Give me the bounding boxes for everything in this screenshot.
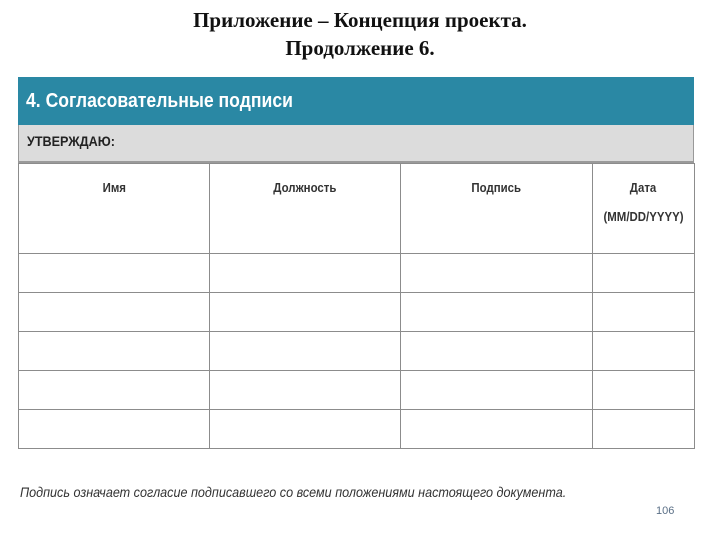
column-label: Подпись [471, 180, 522, 195]
column-header-date [593, 164, 695, 254]
cell-date[interactable] [593, 293, 695, 332]
column-header-name [19, 164, 210, 254]
table-row [19, 293, 695, 332]
cell-name[interactable] [19, 371, 210, 410]
table-header-row [19, 164, 695, 254]
table-row [19, 332, 695, 371]
cell-name[interactable] [19, 293, 210, 332]
cell-name[interactable] [19, 332, 210, 371]
cell-signature[interactable] [401, 332, 593, 371]
section-title: 4. Согласовательные подписи [26, 90, 293, 112]
footnote: Подпись означает согласие подписавшего со всеми положениями настоящего документа. [20, 484, 567, 500]
page-number: 106 [656, 505, 675, 517]
column-label: Имя [102, 180, 126, 195]
table-row [19, 371, 695, 410]
approve-row [18, 125, 694, 163]
cell-date[interactable] [593, 410, 695, 449]
cell-position[interactable] [210, 410, 401, 449]
cell-name[interactable] [19, 410, 210, 449]
slide-title-line-2: Продолжение 6. [285, 36, 435, 60]
cell-signature[interactable] [401, 371, 593, 410]
signature-table [18, 163, 695, 449]
approval-form [18, 77, 694, 449]
cell-name[interactable] [19, 254, 210, 293]
cell-position[interactable] [210, 371, 401, 410]
column-header-signature [401, 164, 593, 254]
column-header-position [210, 164, 401, 254]
slide-title [0, 6, 720, 62]
table-row [19, 410, 695, 449]
section-header [18, 77, 694, 125]
cell-date[interactable] [593, 371, 695, 410]
cell-date[interactable] [593, 254, 695, 293]
date-format-label: (MM/DD/YYYY) [603, 209, 684, 224]
column-label: Дата [630, 180, 657, 195]
column-label: Должность [273, 180, 337, 195]
cell-signature[interactable] [401, 254, 593, 293]
table-body [19, 254, 695, 449]
cell-position[interactable] [210, 332, 401, 371]
approve-label: УТВЕРЖДАЮ: [27, 133, 115, 149]
cell-signature[interactable] [401, 410, 593, 449]
slide-title-line-1: Приложение – Концепция проекта. [193, 8, 527, 32]
table-row [19, 254, 695, 293]
cell-signature[interactable] [401, 293, 593, 332]
cell-date[interactable] [593, 332, 695, 371]
cell-position[interactable] [210, 254, 401, 293]
cell-position[interactable] [210, 293, 401, 332]
